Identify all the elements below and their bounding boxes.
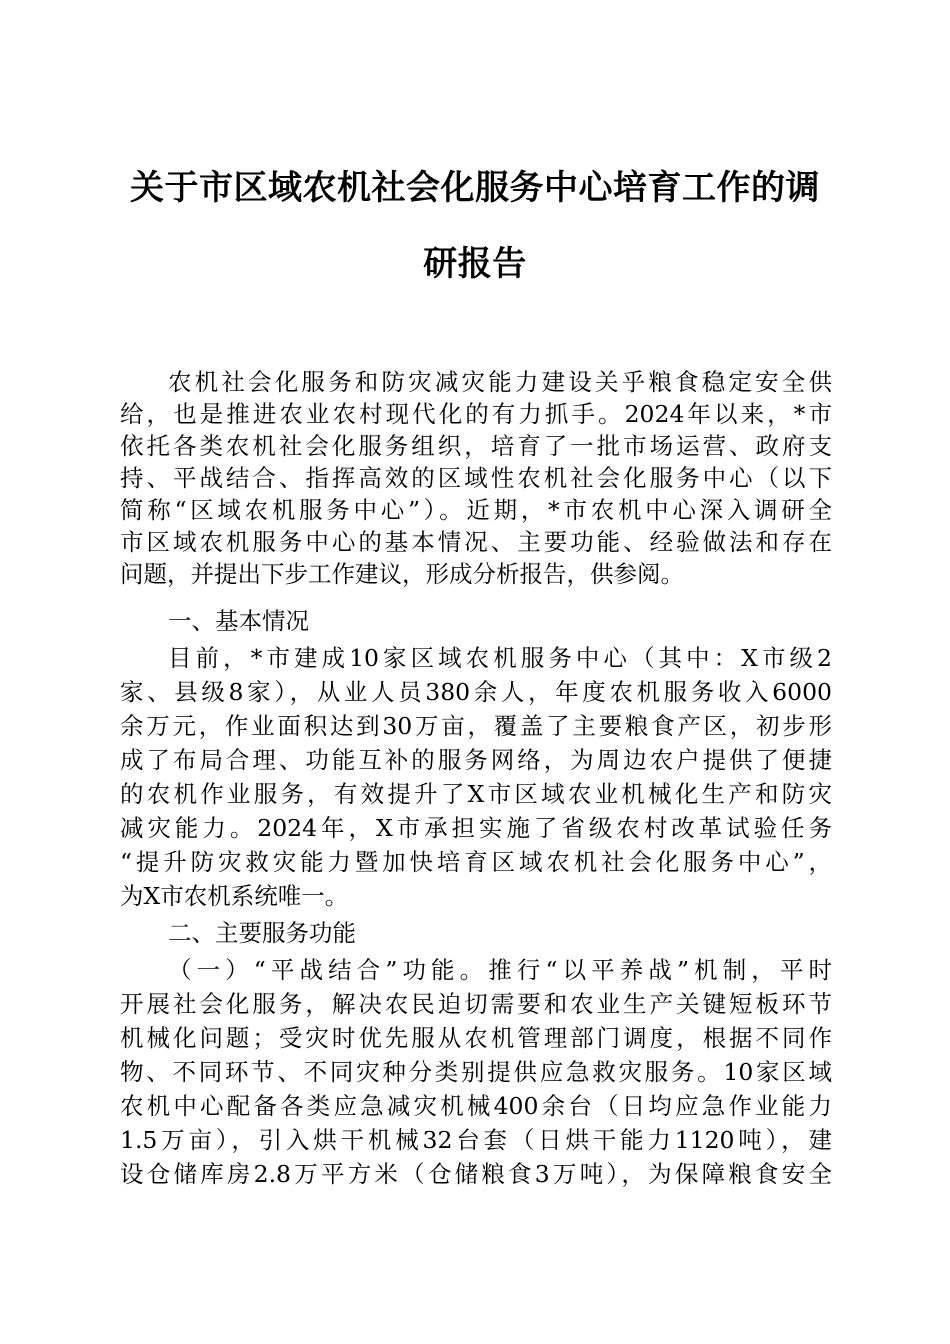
paragraph-line: 农机社会化服务和防灾减灾能力建设关乎粮食稳定安全供 [168, 368, 832, 396]
paragraph-line: 家、县级8家），从业人员380余人，年度农机服务收入6000 [120, 678, 832, 706]
paragraph-line: 物、不同环节、不同灾种分类别提供应急救灾服务。10家区域 [120, 1058, 832, 1086]
paragraph-line: 农机中心配备各类应急减灾机械400余台（日均应急作业能力 [120, 1092, 832, 1120]
section-heading-main-functions: 二、主要服务功能 [168, 919, 356, 947]
paragraph-line: 市区域农机服务中心的基本情况、主要功能、经验做法和存在 [120, 528, 832, 556]
paragraph-line: 开展社会化服务，解决农民迫切需要和农业生产关键短板环节 [120, 990, 832, 1018]
paragraph-line: 目前，*市建成10家区域农机服务中心（其中：X市级2 [168, 644, 832, 672]
paragraph-line: 持、平战结合、指挥高效的区域性农机社会化服务中心（以下 [120, 464, 832, 492]
paragraph-line: 减灾能力。2024年，X市承担实施了省级农村改革试验任务 [120, 814, 832, 842]
document-title-line-1: 关于市区域农机社会化服务中心培育工作的调 [130, 168, 820, 208]
paragraph-line: 1.5万亩），引入烘干机械32台套（日烘干能力1120吨），建 [120, 1126, 832, 1154]
paragraph-line: 为X市农机系统唯一。 [120, 882, 349, 910]
paragraph-line: 问题，并提出下步工作建议，形成分析报告，供参阅。 [120, 560, 684, 588]
paragraph-line: （一）“平战结合”功能。推行“以平养战”机制，平时 [168, 956, 832, 984]
paragraph-line: 简称“区域农机服务中心”）。近期，*市农机中心深入调研全 [120, 496, 832, 524]
paragraph-line: 成了布局合理、功能互补的服务网络，为周边农户提供了便捷 [120, 746, 832, 774]
paragraph-line: 机械化问题；受灾时优先服从农机管理部门调度，根据不同作 [120, 1024, 832, 1052]
paragraph-line: 给，也是推进农业农村现代化的有力抓手。2024年以来，*市 [120, 400, 832, 428]
paragraph-line: 余万元，作业面积达到30万亩，覆盖了主要粮食产区，初步形 [120, 712, 832, 740]
paragraph-line: 设仓储库房2.8万平方米（仓储粮食3万吨），为保障粮食安全 [120, 1160, 832, 1188]
section-heading-basic-situation: 一、基本情况 [168, 607, 309, 635]
paragraph-line: “提升防灾救灾能力暨加快培育区域农机社会化服务中心”， [120, 848, 832, 876]
document-title-line-2: 研报告 [423, 244, 527, 284]
paragraph-line: 的农机作业服务，有效提升了X市区域农业机械化生产和防灾 [120, 780, 832, 808]
paragraph-line: 依托各类农机社会化服务组织，培育了一批市场运营、政府支 [120, 432, 832, 460]
